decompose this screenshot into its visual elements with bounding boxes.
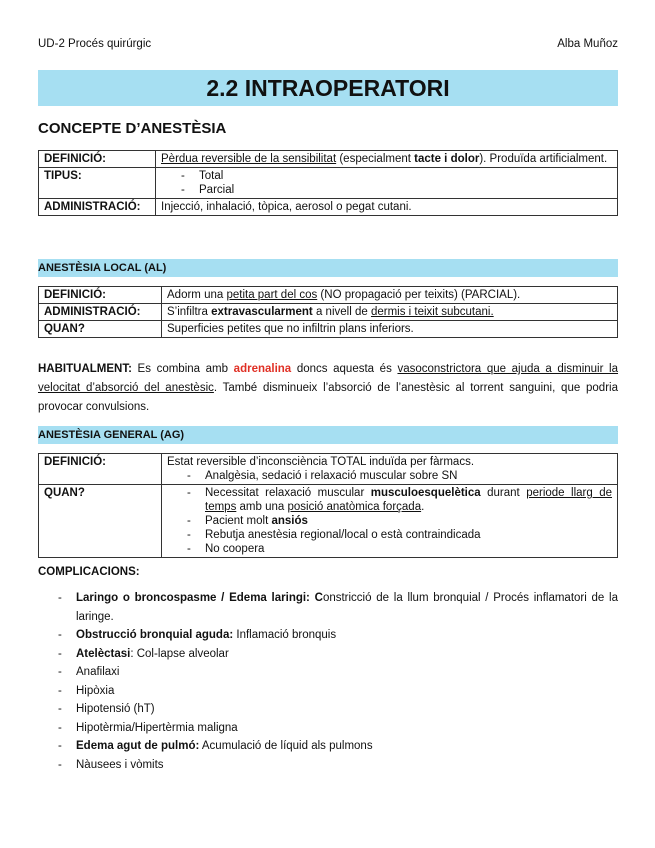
row-label: DEFINICIÓ: (39, 287, 162, 304)
row-label: DEFINICIÓ: (39, 454, 162, 485)
text: (NO propagació per teixits) (PARCIAL). (317, 289, 521, 301)
text-bold: Edema agut de pulmó: (76, 740, 200, 752)
text-bold: Laringo o broncospasme / Edema laringi: C (76, 592, 323, 604)
list-item: - Parcial (161, 183, 612, 197)
definition-underlined: Pèrdua reversible de la sensibilitat (161, 153, 337, 165)
text: S’infiltra (167, 306, 212, 318)
row-value: Injecció, inhalació, tòpica, aerosol o pegat cutani. (156, 199, 618, 216)
row-value (162, 485, 618, 558)
list-item: - Analgèsia, sedació i relaxació muscular sobre SN (167, 469, 612, 483)
text: doncs aquesta és (291, 363, 398, 375)
text: ). Produïda artificialment. (479, 153, 608, 165)
definition-list (167, 469, 612, 483)
paragraph-label: HABITUALMENT: (38, 363, 132, 375)
concept-table (38, 150, 618, 216)
local-table (38, 286, 618, 338)
row-label: TIPUS: (39, 168, 156, 199)
list-item: - No coopera (167, 542, 612, 556)
table-row (39, 485, 618, 558)
page-title: 2.2 INTRAOPERATORI (38, 70, 618, 106)
row-label: QUAN? (39, 485, 162, 558)
definition-text: Estat reversible d’inconsciència TOTAL induïda per fàrmacs. (167, 456, 475, 468)
page-header (38, 38, 618, 54)
row-label: QUAN? (39, 321, 162, 338)
text: a nivell de (312, 306, 371, 318)
row-value (156, 168, 618, 199)
list-item: - Hipotensió (hT) (38, 700, 618, 719)
course-label: UD-2 Procés quirúrgic (38, 38, 152, 50)
text-underlined: dermis i teixit subcutani. (370, 306, 494, 318)
table-row (39, 321, 618, 338)
row-value (162, 304, 618, 321)
table-row (39, 304, 618, 321)
text: Es combina amb (131, 363, 234, 375)
text-bold: Atelèctasi (76, 647, 131, 660)
table-row (39, 199, 618, 216)
section-heading-local: ANESTÈSIA LOCAL (AL) (38, 259, 618, 277)
text-bold: musculoesquelètica (370, 487, 481, 499)
row-value (162, 454, 618, 485)
habitualment-paragraph (38, 360, 618, 417)
text: (especialment (336, 153, 415, 165)
author-label: Alba Muñoz (557, 38, 618, 50)
list-item: - Anafilaxi (38, 663, 618, 682)
list-item (167, 514, 612, 528)
list-item (38, 737, 618, 756)
text-underlined: periode llarg de temps (205, 487, 613, 513)
text: Pacient molt (205, 515, 272, 527)
row-value (162, 287, 618, 304)
row-value: Superficies petites que no infiltrin plans inferiors. (162, 321, 618, 338)
text: Adorm una (167, 289, 227, 301)
text-underlined: petita part del cos (226, 289, 318, 301)
list-item: - Hipotèrmia/Hipertèrmia maligna (38, 719, 618, 738)
text-underlined: vasoconstrictora que ajuda a disminuir la velocitat d’absorció del anestèsic (38, 363, 619, 394)
row-label: DEFINICIÓ: (39, 151, 156, 168)
quan-list (167, 486, 612, 556)
table-row (39, 287, 618, 304)
table-row (39, 168, 618, 199)
text: . (421, 501, 425, 513)
section-heading-concept: CONCEPTE D’ANESTÈSIA (38, 120, 227, 137)
list-item (38, 589, 618, 626)
text: Acumulació de líquid als pulmons (199, 740, 373, 752)
text: Necessitat relaxació muscular (205, 487, 371, 499)
row-value (156, 151, 618, 168)
text-underlined: posició anatòmica forçada (287, 501, 422, 513)
section-heading-general: ANESTÈSIA GENERAL (AG) (38, 426, 618, 444)
text: durant (480, 487, 527, 499)
list-item (167, 486, 612, 514)
text-bold: Obstrucció bronquial aguda: (76, 629, 234, 641)
text: amb una (236, 501, 288, 513)
highlight-red: adrenalina (233, 363, 292, 375)
text-bold: ansiós (271, 515, 308, 527)
text-bold: tacte i dolor (414, 153, 480, 165)
text: . També disminueix l’absorció de l’anestèsic al torrent sanguini, que podria provocar convulsions. (38, 382, 618, 413)
complicacions-list (38, 589, 618, 774)
list-item (38, 626, 618, 645)
text-bold: extravascularment (211, 306, 313, 318)
general-table (38, 453, 618, 558)
list-item: - Hipòxia (38, 682, 618, 701)
list-item: - Nàusees i vòmits (38, 756, 618, 775)
list-item: - Rebutja anestèsia regional/local o està contraindicada (167, 528, 612, 542)
tipus-list (161, 169, 612, 197)
row-label: ADMINISTRACIÓ: (39, 304, 162, 321)
text: : Col-lapse alveolar (130, 647, 229, 660)
row-label: ADMINISTRACIÓ: (39, 199, 156, 216)
complicacions-heading: COMPLICACIONS: (38, 566, 140, 578)
table-row (39, 151, 618, 168)
text: Inflamació bronquis (233, 629, 337, 641)
list-item (38, 645, 618, 664)
text: onstricció de la llum bronquial / Procés inflamatori de la laringe. (76, 592, 619, 623)
list-item: - Total (161, 169, 612, 183)
table-row (39, 454, 618, 485)
